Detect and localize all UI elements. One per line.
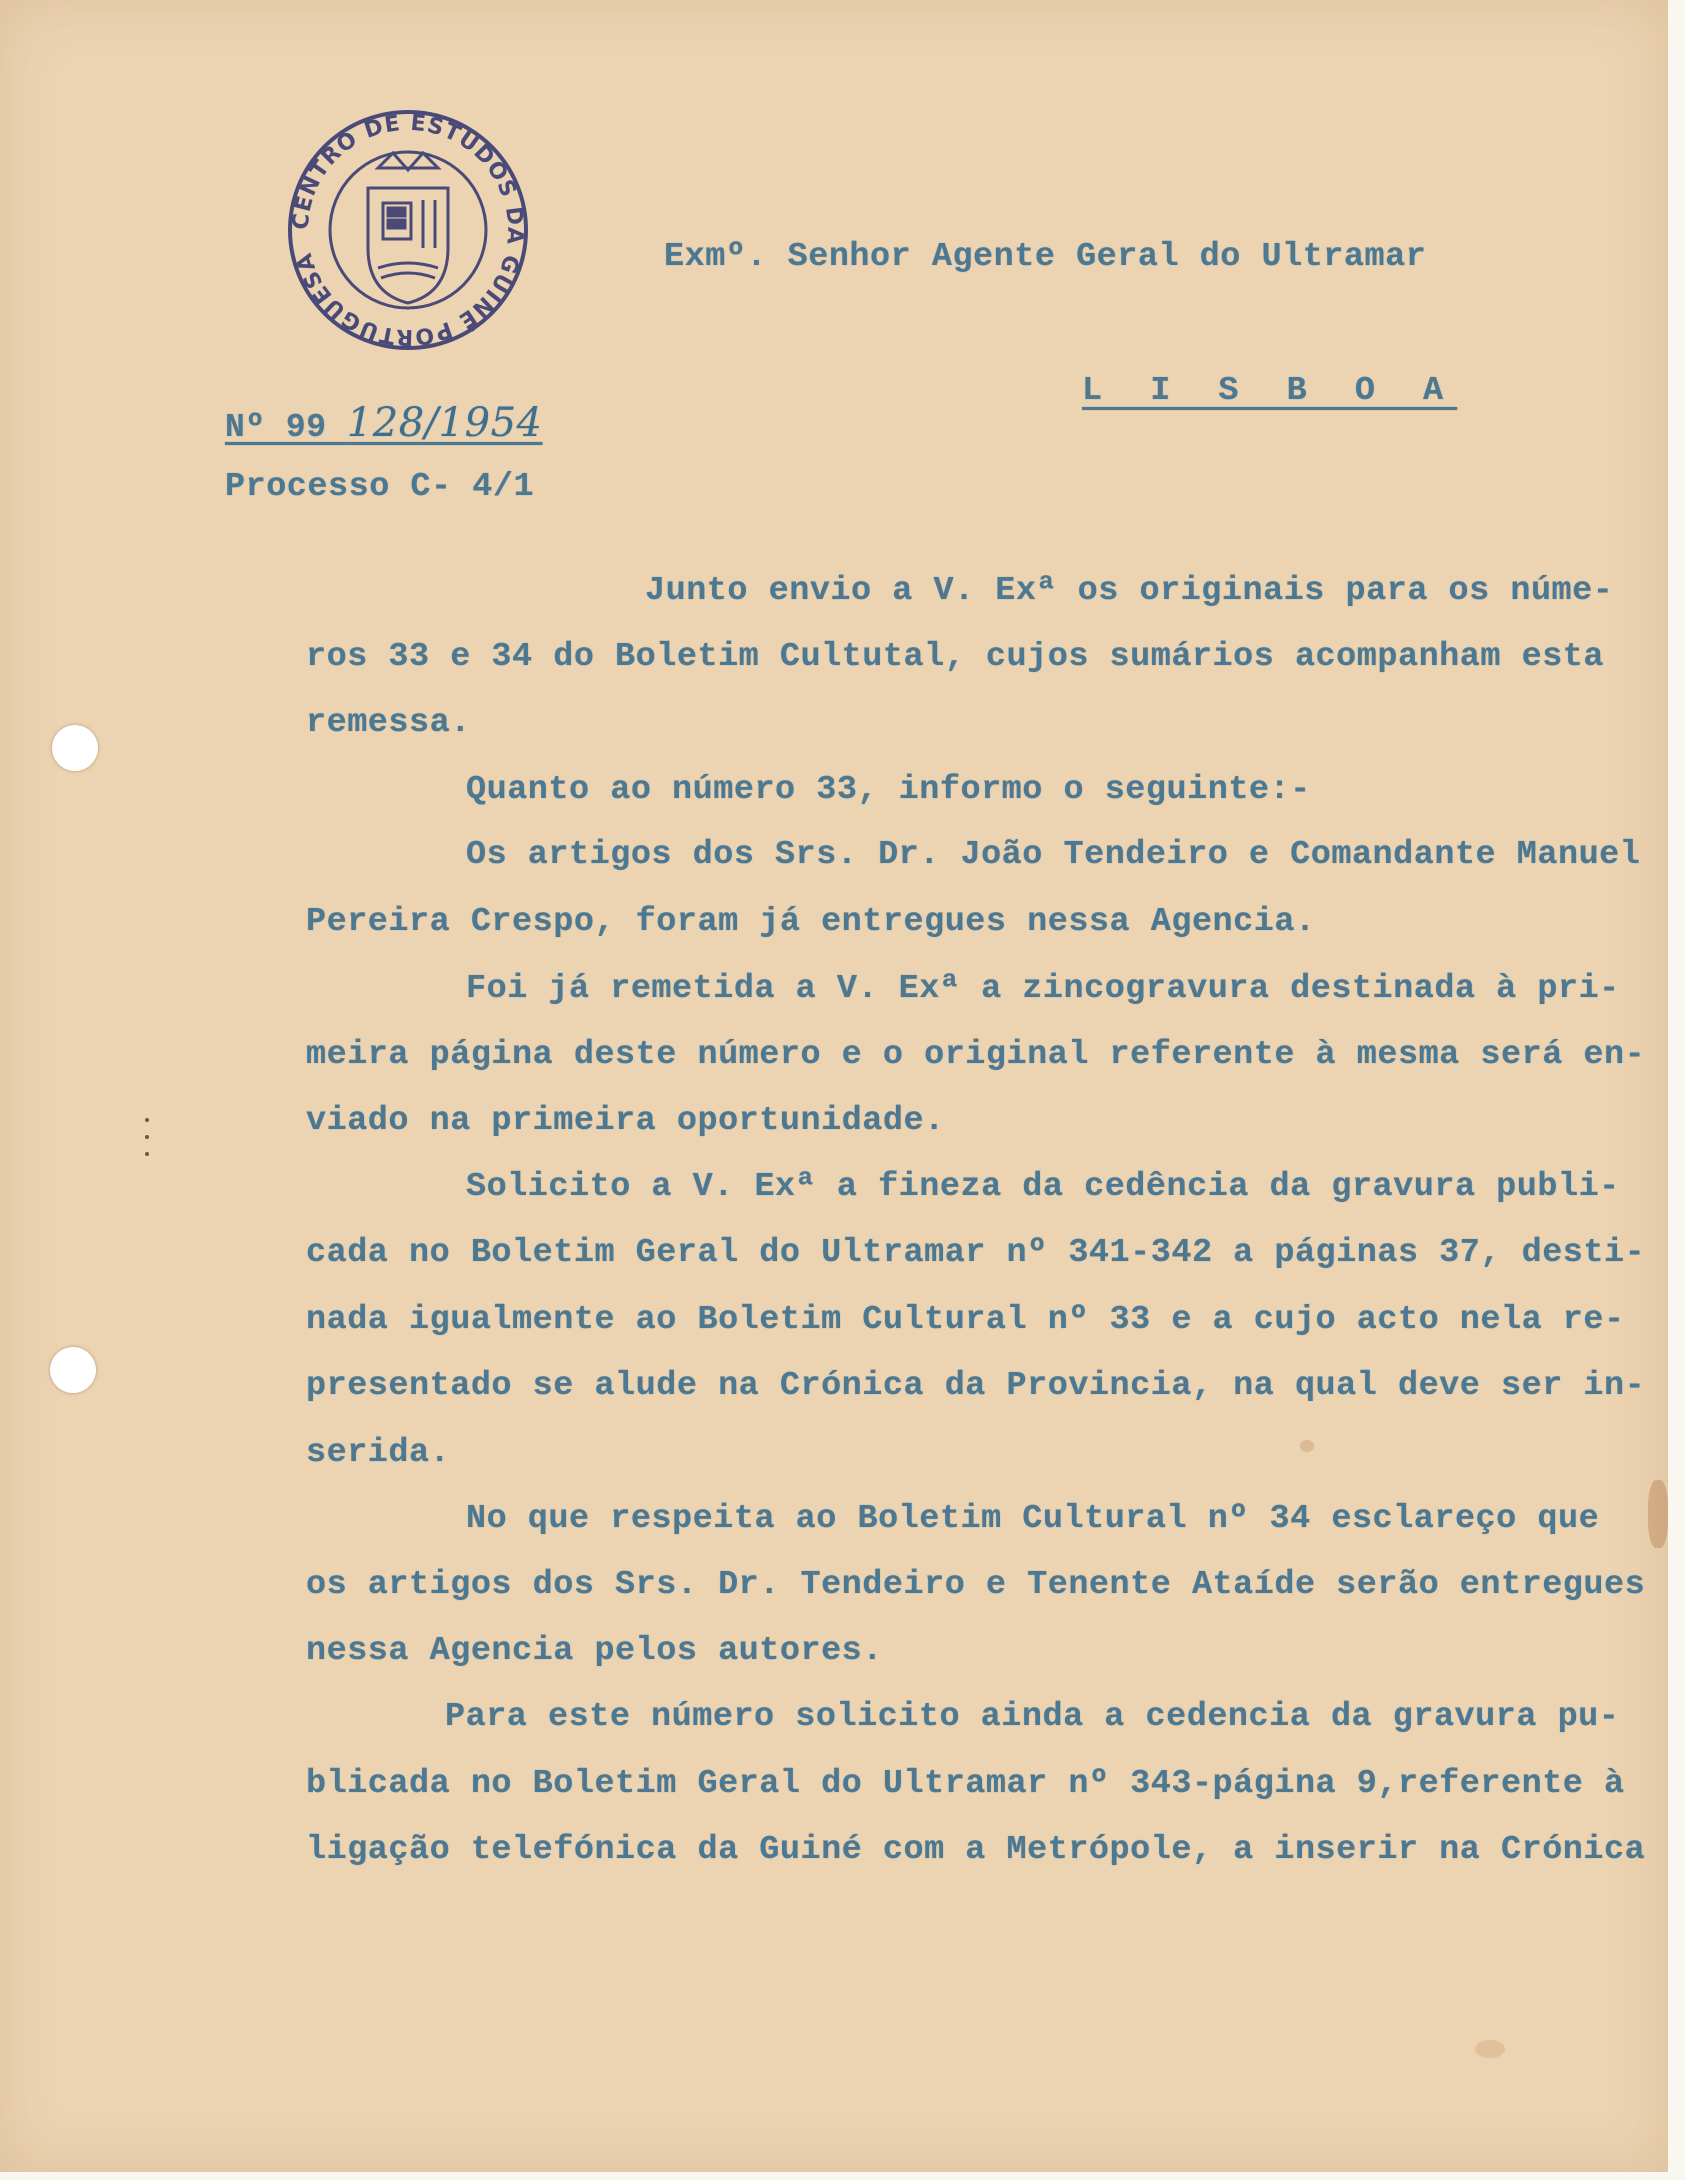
reference-number bbox=[225, 400, 542, 446]
body-line: presentado se alude na Crónica da Provincia, na qual deve ser in- bbox=[306, 1367, 1646, 1405]
body-line: Os artigos dos Srs. Dr. João Tendeiro e Comandante Manuel bbox=[466, 836, 1641, 874]
rust-stain bbox=[1648, 1480, 1668, 1548]
punch-hole-bottom bbox=[50, 1347, 96, 1393]
body-line: viado na primeira oportunidade. bbox=[306, 1102, 945, 1140]
body-line: ligação telefónica da Guiné com a Metrópole, a inserir na Crónica bbox=[306, 1831, 1646, 1869]
reference-prefix: Nº 99 bbox=[225, 409, 327, 446]
body-line: Pereira Crespo, foram já entregues nessa Agencia. bbox=[306, 903, 1316, 941]
margin-dot bbox=[145, 1118, 149, 1122]
institution-stamp bbox=[283, 108, 533, 353]
scan-border-right bbox=[1668, 0, 1685, 2180]
coat-of-arms-icon bbox=[368, 153, 448, 303]
body-line: Foi já remetida a V. Exª a zincogravura destinada à pri- bbox=[466, 970, 1620, 1008]
body-line: nada igualmente ao Boletim Cultural nº 33 e a cujo acto nela re- bbox=[306, 1301, 1625, 1339]
body-line: ros 33 e 34 do Boletim Cultutal, cujos sumários acompanham esta bbox=[306, 638, 1605, 676]
body-line: cada no Boletim Geral do Ultramar nº 341-342 a páginas 37, desti- bbox=[306, 1234, 1646, 1272]
body-line: Solicito a V. Exª a fineza da cedência da gravura publi- bbox=[466, 1168, 1620, 1206]
body-line: No que respeita ao Boletim Cultural nº 34 esclareço que bbox=[466, 1500, 1600, 1538]
body-line: Junto envio a V. Exª os originais para os núme- bbox=[645, 572, 1614, 610]
punch-hole-top bbox=[52, 725, 98, 771]
body-line: Para este número solicito ainda a cedencia da gravura pu- bbox=[445, 1698, 1620, 1736]
body-line: os artigos dos Srs. Dr. Tendeiro e Tenente Ataíde serão entregues bbox=[306, 1566, 1646, 1604]
body-line: remessa. bbox=[306, 704, 471, 742]
destination-city: L I S B O A bbox=[1082, 372, 1458, 410]
body-line: nessa Agencia pelos autores. bbox=[306, 1632, 883, 1670]
processo-number: Processo C- 4/1 bbox=[225, 468, 535, 506]
reference-handwritten: 128/1954 bbox=[346, 400, 543, 446]
body-line: blicada no Boletim Geral do Ultramar nº 343-página 9,referente à bbox=[306, 1765, 1625, 1803]
scan-border-bottom bbox=[0, 2172, 1685, 2180]
body-line: serida. bbox=[306, 1434, 451, 1472]
body-line: meira página deste número e o original referente à mesma será en- bbox=[306, 1036, 1646, 1074]
paper-blemish bbox=[1300, 1440, 1314, 1452]
body-line: Quanto ao número 33, informo o seguinte:- bbox=[466, 771, 1311, 809]
margin-dot bbox=[145, 1152, 149, 1156]
addressee-line: Exmº. Senhor Agente Geral do Ultramar bbox=[664, 238, 1427, 276]
paper-blemish bbox=[1475, 2040, 1505, 2058]
svg-text:CENTRO DE ESTUDOS DA GUINÉ POR bbox=[289, 111, 528, 349]
stamp-text: CENTRO DE ESTUDOS DA GUINÉ PORTUGUESA bbox=[288, 110, 528, 350]
margin-dot bbox=[145, 1135, 149, 1139]
